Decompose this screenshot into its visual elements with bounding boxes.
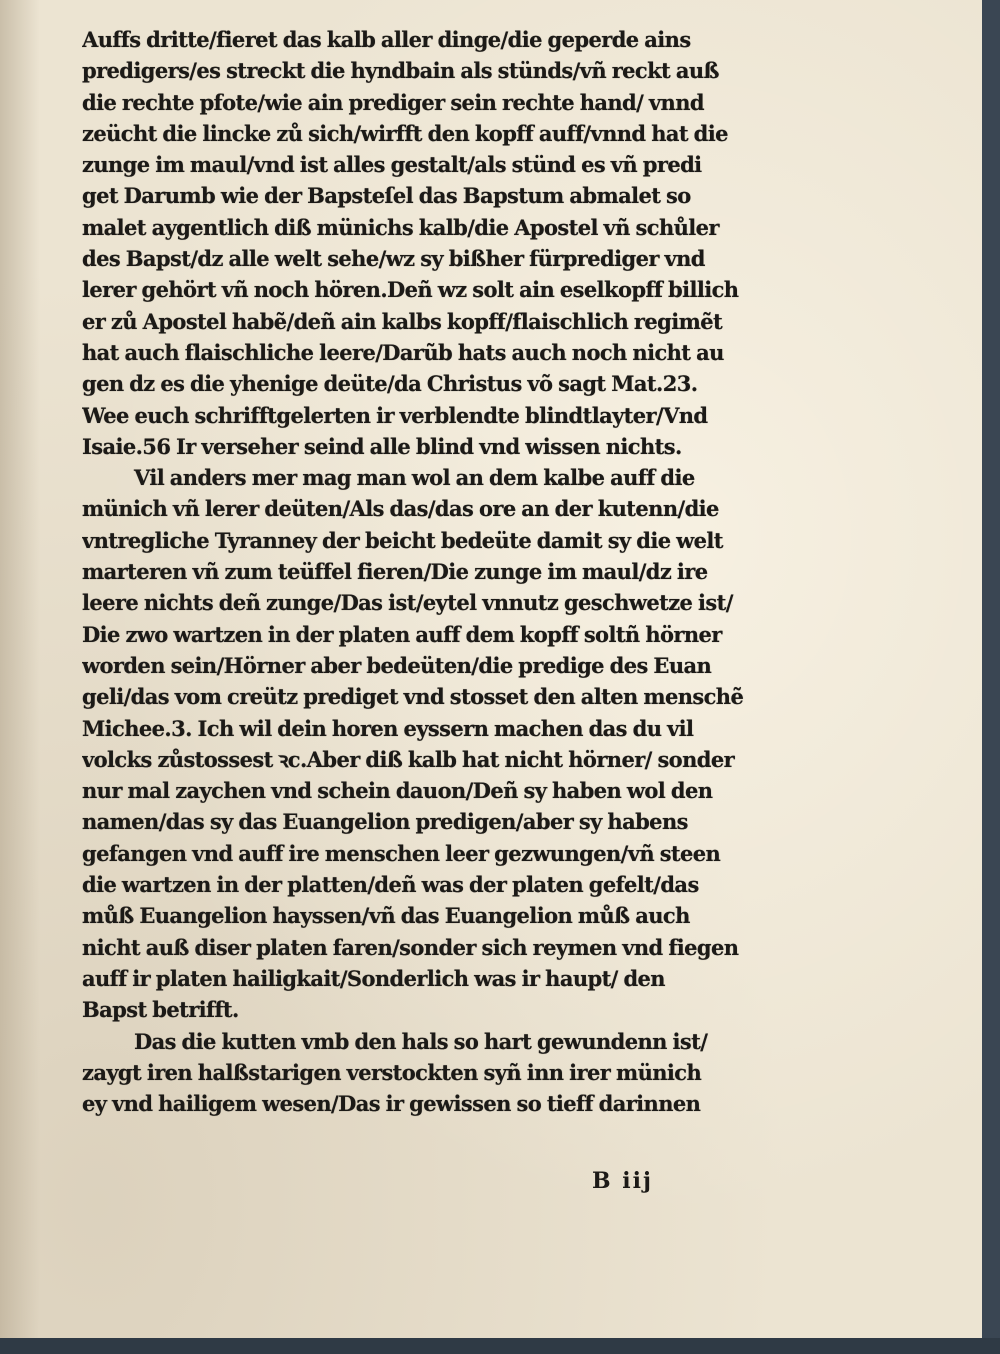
text-line: volcks zůstossest ꝛc.Aber diß kalb hat nicht hörner/ sonder xyxy=(82,746,735,772)
text-line: hat auch flaischliche leere/Darũb hats auch noch nicht au xyxy=(82,339,724,365)
text-line: worden sein/Hörner aber bedeüten/die predige des Euan xyxy=(82,652,712,678)
text-block xyxy=(82,24,782,1119)
text-line: auff ir platen hailigkait/Sonderlich was ir haupt/ den xyxy=(82,965,665,991)
text-line: Die zwo wartzen in der platen auff dem kopff soltñ hörner xyxy=(82,621,722,647)
text-line: er zů Apostel habẽ/deñ ain kalbs kopff/flaischlich regimẽt xyxy=(82,308,723,334)
text-line: malet aygentlich diß münichs kalb/die Apostel vñ schůler xyxy=(82,214,719,240)
text-line: Michee.3. Ich wil dein horen eyssern machen das du vil xyxy=(82,715,694,741)
background-edge-bottom xyxy=(0,1338,1000,1354)
text-line: zunge im maul/vnd ist alles gestalt/als stünd es vñ predi xyxy=(82,152,702,178)
text-line: gen dz es die yhenige deüte/da Christus võ sagt Mat.23. xyxy=(82,371,698,397)
text-line: gefangen vnd auff ire menschen leer gezwungen/vñ steen xyxy=(82,840,721,866)
text-line: leere nichts deñ zunge/Das ist/eytel vnnutz geschwetze ist/ xyxy=(82,590,733,616)
text-line: nicht auß diser platen faren/sonder sich reymen vnd fiegen xyxy=(82,934,739,960)
text-line: münich vñ lerer deüten/Als das/das ore an der kutenn/die xyxy=(82,496,719,522)
background-edge-right xyxy=(982,0,1000,1354)
text-line: geli/das vom creütz prediget vnd stosset den alten menschẽ xyxy=(82,684,744,710)
text-line: Vil anders mer mag man wol an dem kalbe auff die xyxy=(134,465,695,491)
text-line: namen/das sy das Euangelion predigen/aber sy habens xyxy=(82,809,688,835)
text-line: zeücht die lincke zů sich/wirfft den kopff auff/vnnd hat die xyxy=(82,120,728,146)
signature-mark: B iij xyxy=(592,1168,653,1194)
text-line: zaygt iren halßstarigen verstockten syñ inn irer münich xyxy=(82,1059,702,1085)
text-line: get Darumb wie der Bapsteſel das Bapstum abmalet so xyxy=(82,183,691,209)
text-line: můß Euangelion hayssen/vñ das Euangelion můß auch xyxy=(82,903,690,929)
text-line: Isaie.56 Ir verseher seind alle blind vnd wissen nichts. xyxy=(82,433,682,459)
paragraph xyxy=(82,462,782,1025)
text-line: des Bapst/dz alle welt sehe/wz sy bißher fürprediger vnd xyxy=(82,246,705,272)
text-line: die wartzen in der platten/deñ was der platen gefelt/das xyxy=(82,872,699,898)
text-line: Das die kutten vmb den hals so hart gewundenn ist/ xyxy=(134,1028,708,1054)
paragraph xyxy=(82,24,782,462)
text-line: Wee euch schrifftgelerten ir verblendte blindtlayter/Vnd xyxy=(82,402,708,428)
text-line: Bapst betrifft. xyxy=(82,997,239,1023)
paragraph xyxy=(82,1026,782,1120)
text-line: marteren vñ zum teüffel fieren/Die zunge im maul/dz ire xyxy=(82,559,708,585)
text-line: die rechte pfote/wie ain prediger sein rechte hand/ vnnd xyxy=(82,89,704,115)
text-line: ey vnd hailigem wesen/Das ir gewissen so tieff darinnen xyxy=(82,1091,701,1117)
text-line: nur mal zaychen vnd schein dauon/Deñ sy haben wol den xyxy=(82,778,713,804)
text-line: predigers/es streckt die hyndbain als stünds/vñ reckt auß xyxy=(82,58,719,84)
text-line: vntregliche Tyranney der beicht bedeüte damit sy die welt xyxy=(82,527,723,553)
text-line: Auffs dritte/fieret das kalb aller dinge/die geperde ains xyxy=(82,27,691,52)
text-line: lerer gehört vñ noch hören.Deñ wz solt ain eselkopff billich xyxy=(82,277,739,303)
